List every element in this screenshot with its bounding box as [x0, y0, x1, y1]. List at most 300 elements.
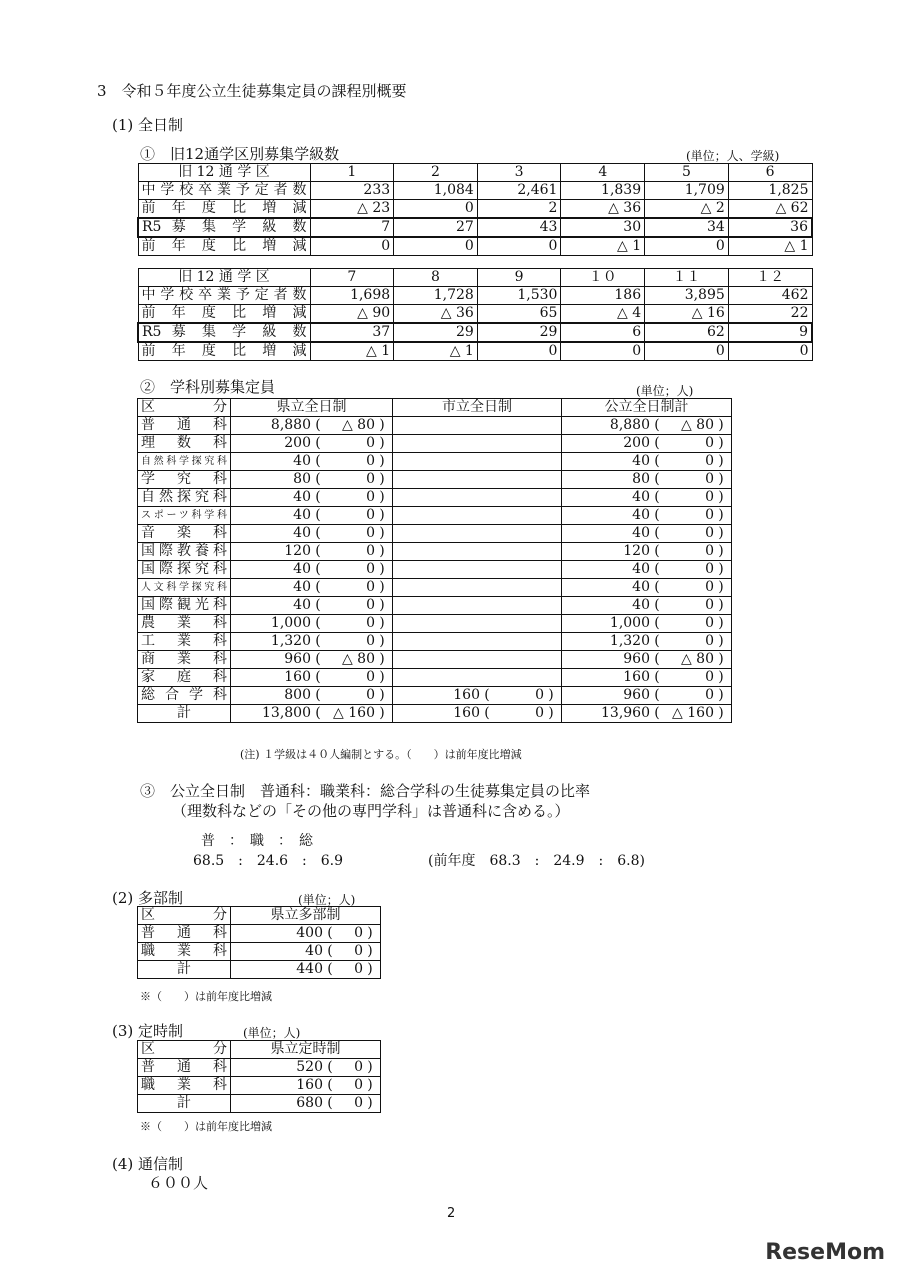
- change: 0: [705, 561, 714, 577]
- change: 0: [705, 507, 714, 523]
- cell-value: 9: [728, 323, 812, 342]
- municipal-cell: [393, 633, 562, 651]
- change: △ 80: [680, 417, 714, 433]
- total-cell: 40 ( 0 ): [562, 453, 732, 471]
- municipal-cell: 160 ( 0 ): [393, 687, 562, 705]
- column-header: 県立全日制: [231, 399, 393, 417]
- row-label: 商 業 科: [138, 651, 231, 669]
- row-label: 職 業 科: [138, 943, 231, 961]
- row-label: 計: [138, 705, 231, 723]
- value: 40: [632, 597, 650, 613]
- table-row: [138, 943, 381, 961]
- multipart-heading: (2) 多部制: [112, 889, 184, 907]
- table-row: [138, 1095, 381, 1113]
- table-row: [138, 237, 812, 256]
- value: 40: [632, 507, 650, 523]
- cell-value: 29: [394, 323, 478, 342]
- municipal-cell: [393, 615, 562, 633]
- value: 440: [296, 961, 323, 977]
- cell-value: 0: [561, 342, 645, 361]
- row-label: 国際教養科: [138, 543, 231, 561]
- cell-value: 1,709: [645, 182, 729, 200]
- district-header: 8: [394, 269, 478, 287]
- change: △ 80: [680, 651, 714, 667]
- table-row: [138, 651, 732, 669]
- row-label: スポーツ科学科: [138, 507, 231, 525]
- cell-value: 1,530: [477, 287, 561, 305]
- change: 0: [705, 453, 714, 469]
- ratio-labels: 普 ： 職 ： 総: [201, 833, 313, 849]
- parttime-unit: (単位；人): [243, 1026, 301, 1040]
- change: 0: [366, 435, 375, 451]
- value: 40: [632, 561, 650, 577]
- row-label: 自然科学探究科: [138, 453, 231, 471]
- cell-value: 34: [645, 218, 729, 237]
- value: 40: [293, 525, 311, 541]
- table-row: [138, 435, 732, 453]
- total-cell: 80 ( 0 ): [562, 471, 732, 489]
- change: 0: [705, 615, 714, 631]
- change: 0: [705, 543, 714, 559]
- total-cell: 40 ( 0 ): [562, 597, 732, 615]
- dept-capacity-unit: (単位；人): [636, 384, 694, 398]
- cell-value: 1,698: [310, 287, 394, 305]
- district-header: 4: [561, 164, 645, 182]
- table-row: [138, 1077, 381, 1095]
- district-header: 1: [310, 164, 394, 182]
- row-label: 普 通 科: [138, 925, 231, 943]
- change: 0: [705, 687, 714, 703]
- cell-value: 462: [728, 287, 812, 305]
- value: 13,800: [262, 705, 311, 721]
- prefectural-cell: 40 ( 0 ): [231, 525, 393, 543]
- change: 0: [366, 597, 375, 613]
- cell-value: △ 1: [310, 342, 394, 361]
- value: 160: [284, 669, 311, 685]
- total-cell: 960 ( △ 80 ): [562, 651, 732, 669]
- table-row: [138, 705, 732, 723]
- district-header: 5: [645, 164, 729, 182]
- value: 680: [296, 1095, 323, 1111]
- cell-value: △ 1: [394, 342, 478, 361]
- table-row: [138, 597, 732, 615]
- row-label: 中学校卒業予定者数: [138, 182, 310, 200]
- change: 0: [705, 597, 714, 613]
- cell-value: △ 2: [645, 200, 729, 219]
- row-label: 中学校卒業予定者数: [138, 287, 310, 305]
- value: 960: [623, 687, 650, 703]
- change: 0: [366, 543, 375, 559]
- cell-value: 1,825: [728, 182, 812, 200]
- change: 0: [535, 687, 544, 703]
- total-cell: 960 ( 0 ): [562, 687, 732, 705]
- resemom-logo: ReseMom: [765, 1240, 885, 1265]
- cell-value: 0: [728, 342, 812, 361]
- municipal-cell: [393, 417, 562, 435]
- cell-value: 43: [477, 218, 561, 237]
- ratio-title: ③ 公立全日制 普通科：職業科：総合学科の生徒募集定員の比率: [140, 782, 591, 800]
- column-header: 区 分: [138, 907, 231, 925]
- total-cell: 40 ( 0 ): [562, 579, 732, 597]
- district-header: 9: [477, 269, 561, 287]
- prefectural-cell: 13,800 ( △ 160 ): [231, 705, 393, 723]
- value: 40: [293, 453, 311, 469]
- row-label: R5 募 集 学 級 数: [138, 218, 310, 237]
- prefectural-cell: 160 ( 0 ): [231, 669, 393, 687]
- cell-value: 0: [645, 342, 729, 361]
- change: 0: [705, 471, 714, 487]
- dept-capacity-note: (注) １学級は４０人編制とする。（ ）は前年度比増減: [240, 748, 522, 761]
- change: 0: [354, 961, 363, 977]
- value-cell: 400 ( 0 ): [231, 925, 381, 943]
- change: 0: [366, 525, 375, 541]
- municipal-cell: [393, 579, 562, 597]
- cell-value: 22: [728, 305, 812, 324]
- total-cell: 8,880 ( △ 80 ): [562, 417, 732, 435]
- value: 160: [296, 1077, 323, 1093]
- row-label: 農 業 科: [138, 615, 231, 633]
- value: 1,000: [609, 615, 650, 631]
- total-cell: 40 ( 0 ): [562, 561, 732, 579]
- change: △ 80: [341, 417, 375, 433]
- table-row: [138, 579, 732, 597]
- cell-value: 36: [728, 218, 812, 237]
- district-header: １１: [645, 269, 729, 287]
- total-cell: 160 ( 0 ): [562, 669, 732, 687]
- prefectural-cell: 8,880 ( △ 80 ): [231, 417, 393, 435]
- cell-value: 2,461: [477, 182, 561, 200]
- prefectural-cell: 40 ( 0 ): [231, 453, 393, 471]
- cell-value: 0: [310, 237, 394, 256]
- value: 1,320: [270, 633, 311, 649]
- dept-capacity-table: [137, 398, 732, 723]
- column-header: 区 分: [138, 1041, 231, 1059]
- change: △ 80: [341, 651, 375, 667]
- column-header: 県立多部制: [231, 907, 381, 925]
- change: 0: [366, 471, 375, 487]
- municipal-cell: [393, 597, 562, 615]
- prefectural-cell: 40 ( 0 ): [231, 579, 393, 597]
- value: 80: [293, 471, 311, 487]
- table-row: [138, 453, 732, 471]
- value: 1,000: [270, 615, 311, 631]
- change: 0: [366, 579, 375, 595]
- parttime-heading: (3) 定時制: [112, 1022, 184, 1040]
- prefectural-cell: 200 ( 0 ): [231, 435, 393, 453]
- class-count-title: ① 旧12通学区別募集学級数: [140, 145, 340, 163]
- cell-value: 6: [561, 323, 645, 342]
- value: 40: [632, 579, 650, 595]
- row-label: R5 募 集 学 級 数: [138, 323, 310, 342]
- cell-value: △ 36: [561, 200, 645, 219]
- prefectural-cell: 40 ( 0 ): [231, 489, 393, 507]
- total-cell: 40 ( 0 ): [562, 507, 732, 525]
- district-header: １０: [561, 269, 645, 287]
- value: 120: [284, 543, 311, 559]
- column-header: 県立定時制: [231, 1041, 381, 1059]
- municipal-cell: 160 ( 0 ): [393, 705, 562, 723]
- value: 40: [293, 507, 311, 523]
- value: 40: [293, 597, 311, 613]
- fulltime-heading: (1) 全日制: [112, 116, 184, 134]
- row-label: 前 年 度 比 増 減: [138, 305, 310, 324]
- column-header: 公立全日制計: [562, 399, 732, 417]
- total-cell: 1,320 ( 0 ): [562, 633, 732, 651]
- change: 0: [366, 687, 375, 703]
- value: 80: [632, 471, 650, 487]
- change: 0: [366, 633, 375, 649]
- cell-value: △ 90: [310, 305, 394, 324]
- cell-value: △ 1: [561, 237, 645, 256]
- cell-value: △ 16: [645, 305, 729, 324]
- cell-value: 62: [645, 323, 729, 342]
- cell-value: 0: [394, 237, 478, 256]
- prefectural-cell: 40 ( 0 ): [231, 507, 393, 525]
- row-label: 普 通 科: [138, 1059, 231, 1077]
- district-header: 2: [394, 164, 478, 182]
- table-row: [138, 925, 381, 943]
- municipal-cell: [393, 435, 562, 453]
- row-label: 総合学科: [138, 687, 231, 705]
- value: 960: [623, 651, 650, 667]
- cell-value: 2: [477, 200, 561, 219]
- cell-value: △ 62: [728, 200, 812, 219]
- row-label: 人文科学探究科: [138, 579, 231, 597]
- value: 800: [284, 687, 311, 703]
- cell-value: 37: [310, 323, 394, 342]
- prefectural-cell: 800 ( 0 ): [231, 687, 393, 705]
- district-header: 6: [728, 164, 812, 182]
- table-row: [138, 687, 732, 705]
- change: 0: [535, 705, 544, 721]
- prefectural-cell: 40 ( 0 ): [231, 561, 393, 579]
- column-header: 市立全日制: [393, 399, 562, 417]
- value: 200: [623, 435, 650, 451]
- row-label: 前 年 度 比 増 減: [138, 200, 310, 219]
- value: 120: [623, 543, 650, 559]
- total-cell: 13,960 ( △ 160 ): [562, 705, 732, 723]
- column-header: 区 分: [138, 399, 231, 417]
- prefectural-cell: 1,320 ( 0 ): [231, 633, 393, 651]
- table-row: [138, 489, 732, 507]
- change: △ 160: [333, 705, 375, 721]
- multipart-table: [137, 906, 381, 979]
- table-row: [138, 669, 732, 687]
- cell-value: 29: [477, 323, 561, 342]
- multipart-note: ※（ ）は前年度比増減: [140, 990, 272, 1003]
- value-cell: 520 ( 0 ): [231, 1059, 381, 1077]
- value: 160: [453, 687, 480, 703]
- row-label: 学 究 科: [138, 471, 231, 489]
- cell-value: 27: [394, 218, 478, 237]
- ratio-subtitle: （理数科などの「その他の専門学科」は普通科に含める。）: [172, 802, 570, 820]
- table-row: [138, 287, 812, 305]
- value: 160: [453, 705, 480, 721]
- ratio-values: 68.5 : 24.6 : 6.9: [193, 853, 344, 869]
- change: 0: [366, 453, 375, 469]
- row-label: 前 年 度 比 増 減: [138, 342, 310, 361]
- cell-value: 0: [477, 237, 561, 256]
- header-label: 旧 12 通 学 区: [138, 269, 310, 287]
- row-label: 計: [138, 1095, 231, 1113]
- row-label: 普 通 科: [138, 417, 231, 435]
- table-row: [138, 525, 732, 543]
- table-row: [138, 507, 732, 525]
- value: 8,880: [270, 417, 311, 433]
- correspondence-value: ６００人: [148, 1174, 209, 1192]
- cell-value: 65: [477, 305, 561, 324]
- value: 8,880: [609, 417, 650, 433]
- district-header: 7: [310, 269, 394, 287]
- change: 0: [354, 1095, 363, 1111]
- total-cell: 40 ( 0 ): [562, 489, 732, 507]
- change: 0: [366, 561, 375, 577]
- municipal-cell: [393, 561, 562, 579]
- value-cell: 680 ( 0 ): [231, 1095, 381, 1113]
- value-cell: 40 ( 0 ): [231, 943, 381, 961]
- change: 0: [354, 925, 363, 941]
- table-row: [138, 1059, 381, 1077]
- table-row: [138, 200, 812, 219]
- row-label: 自然探究科: [138, 489, 231, 507]
- total-cell: 40 ( 0 ): [562, 525, 732, 543]
- table-row: [138, 182, 812, 200]
- cell-value: 186: [561, 287, 645, 305]
- cell-value: 233: [310, 182, 394, 200]
- change: 0: [705, 633, 714, 649]
- total-cell: 120 ( 0 ): [562, 543, 732, 561]
- ratio-previous-year: (前年度 68.3 : 24.9 : 6.8): [428, 853, 645, 869]
- district-header: 3: [477, 164, 561, 182]
- value-cell: 440 ( 0 ): [231, 961, 381, 979]
- cell-value: △ 1: [728, 237, 812, 256]
- prefectural-cell: 40 ( 0 ): [231, 597, 393, 615]
- municipal-cell: [393, 525, 562, 543]
- value: 40: [632, 525, 650, 541]
- header-row: [138, 164, 812, 182]
- header-row: [138, 269, 812, 287]
- table-row: [138, 561, 732, 579]
- prefectural-cell: 120 ( 0 ): [231, 543, 393, 561]
- prefectural-cell: 1,000 ( 0 ): [231, 615, 393, 633]
- value: 13,960: [601, 705, 650, 721]
- cell-value: 1,084: [394, 182, 478, 200]
- change: 0: [366, 489, 375, 505]
- value: 40: [632, 453, 650, 469]
- value: 400: [296, 925, 323, 941]
- change: 0: [366, 669, 375, 685]
- class-count-unit: (単位；人、学級): [686, 149, 780, 163]
- value: 40: [293, 489, 311, 505]
- row-label: 国際探究科: [138, 561, 231, 579]
- table-row: [138, 543, 732, 561]
- district-header: １２: [728, 269, 812, 287]
- table-row: [138, 615, 732, 633]
- correspondence-heading: (4) 通信制: [112, 1155, 184, 1173]
- section-title: 3 令和５年度公立生徒募集定員の課程別概要: [97, 82, 407, 100]
- municipal-cell: [393, 507, 562, 525]
- value: 160: [623, 669, 650, 685]
- table-row: [138, 323, 812, 342]
- header-row: [138, 1041, 381, 1059]
- change: 0: [366, 615, 375, 631]
- change: 0: [366, 507, 375, 523]
- value: 520: [296, 1059, 323, 1075]
- change: 0: [705, 579, 714, 595]
- table-row: [138, 305, 812, 324]
- page-number: 2: [447, 1206, 456, 1221]
- header-row: [138, 907, 381, 925]
- cell-value: 0: [477, 342, 561, 361]
- class-count-table: [137, 268, 813, 361]
- table-row: [138, 417, 732, 435]
- cell-value: 0: [394, 200, 478, 219]
- row-label: 理 数 科: [138, 435, 231, 453]
- row-label: 国際観光科: [138, 597, 231, 615]
- value-cell: 160 ( 0 ): [231, 1077, 381, 1095]
- cell-value: 30: [561, 218, 645, 237]
- municipal-cell: [393, 651, 562, 669]
- cell-value: 1,728: [394, 287, 478, 305]
- cell-value: 3,895: [645, 287, 729, 305]
- value: 40: [305, 943, 323, 959]
- parttime-note: ※（ ）は前年度比増減: [140, 1120, 272, 1133]
- row-label: 計: [138, 961, 231, 979]
- change: 0: [705, 489, 714, 505]
- municipal-cell: [393, 543, 562, 561]
- value: 200: [284, 435, 311, 451]
- cell-value: △ 36: [394, 305, 478, 324]
- change: 0: [354, 1059, 363, 1075]
- cell-value: △ 4: [561, 305, 645, 324]
- prefectural-cell: 80 ( 0 ): [231, 471, 393, 489]
- cell-value: 0: [645, 237, 729, 256]
- row-label: 職 業 科: [138, 1077, 231, 1095]
- table-row: [138, 342, 812, 361]
- table-row: [138, 218, 812, 237]
- change: 0: [354, 943, 363, 959]
- total-cell: 1,000 ( 0 ): [562, 615, 732, 633]
- class-count-table: [137, 163, 813, 256]
- value: 40: [632, 489, 650, 505]
- municipal-cell: [393, 453, 562, 471]
- header-row: [138, 399, 732, 417]
- total-cell: 200 ( 0 ): [562, 435, 732, 453]
- cell-value: △ 23: [310, 200, 394, 219]
- change: 0: [705, 435, 714, 451]
- table-row: [138, 633, 732, 651]
- municipal-cell: [393, 489, 562, 507]
- municipal-cell: [393, 471, 562, 489]
- value: 40: [293, 579, 311, 595]
- header-label: 旧 12 通 学 区: [138, 164, 310, 182]
- cell-value: 1,839: [561, 182, 645, 200]
- change: 0: [705, 525, 714, 541]
- table-row: [138, 471, 732, 489]
- change: 0: [705, 669, 714, 685]
- parttime-table: [137, 1040, 381, 1113]
- dept-capacity-title: ② 学科別募集定員: [140, 378, 276, 396]
- row-label: 音 楽 科: [138, 525, 231, 543]
- prefectural-cell: 960 ( △ 80 ): [231, 651, 393, 669]
- value: 1,320: [609, 633, 650, 649]
- municipal-cell: [393, 669, 562, 687]
- multipart-unit: (単位；人): [298, 893, 356, 907]
- row-label: 前 年 度 比 増 減: [138, 237, 310, 256]
- row-label: 家 庭 科: [138, 669, 231, 687]
- cell-value: 7: [310, 218, 394, 237]
- value: 40: [293, 561, 311, 577]
